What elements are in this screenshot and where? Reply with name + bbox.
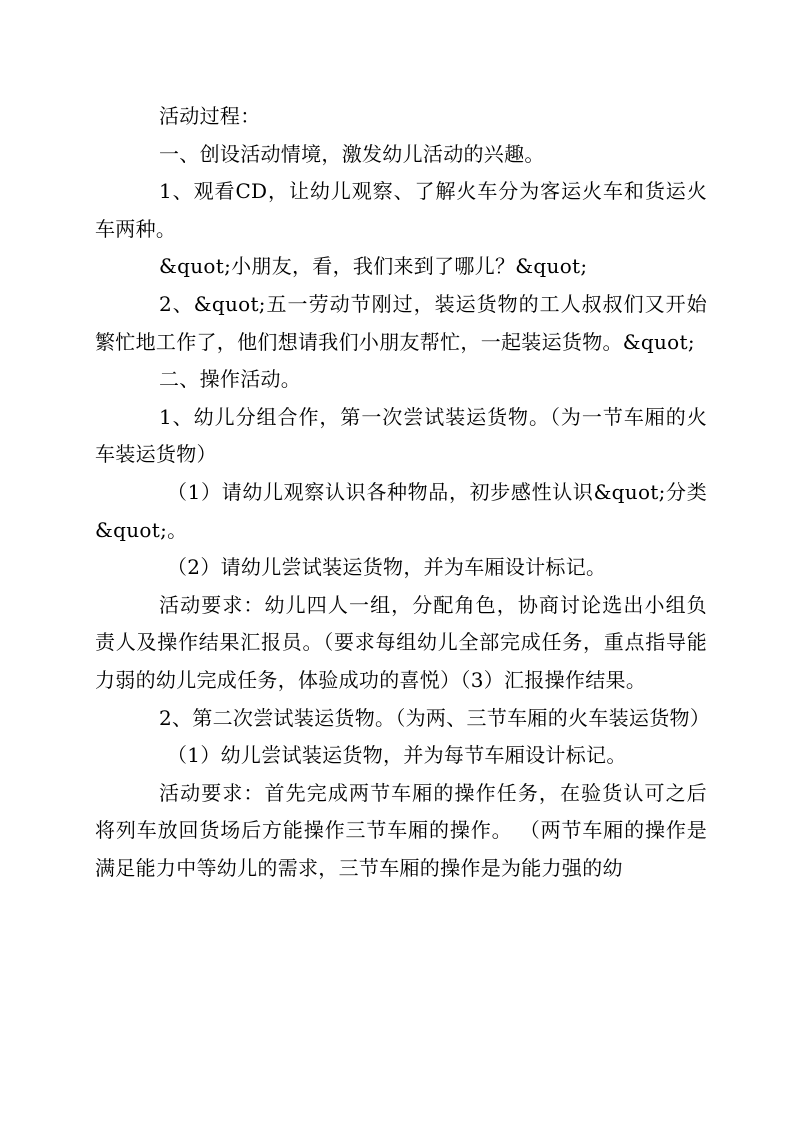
paragraph-substep-3: （1）幼儿尝试装运货物，并为每节车厢设计标记。: [167, 743, 627, 768]
paragraph-requirement-2: 活动要求：首先完成两节车厢的操作任务，在验货认可之后将列车放回货场后方能操作三节车厢的操作。 （两节车厢的操作是满足能力中等幼儿的需求，三节车厢的操作是为能力强的幼: [95, 780, 707, 880]
paragraph-section-label: 活动过程：: [159, 104, 261, 128]
paragraph-step-1-2: 2、&quot;五一劳动节刚过，装运货物的工人叔叔们又开始繁忙地工作了，他们想请我们小朋友帮忙，一起装运货物。&quot;: [95, 291, 707, 354]
paragraph-heading-1: 一、创设活动情境，激发幼儿活动的兴趣。: [159, 141, 545, 166]
paragraph-requirement-1: 活动要求：幼儿四人一组，分配角色，协商讨论选出小组负责人及操作结果汇报员。（要求每组幼儿全部完成任务，重点指导能力弱的幼儿完成任务，体验成功的喜悦）（3）汇报操作结果。: [95, 592, 707, 692]
paragraph-heading-2: 二、操作活动。: [159, 367, 302, 392]
paragraph-step-2-2: 2、第二次尝试装运货物。（为两、三节车厢的火车装运货物）: [159, 705, 711, 730]
paragraph-quote-1: &quot;小朋友，看，我们来到了哪儿？&quot;: [159, 254, 588, 279]
paragraph-substep-2: （2）请幼儿尝试装运货物，并为车厢设计标记。: [167, 555, 607, 580]
paragraph-step-1-1: 1、观看CD，让幼儿观察、了解火车分为客运火车和货运火车两种。: [95, 179, 707, 241]
paragraph-step-2-1: 1、幼儿分组合作，第一次尝试装运货物。（为一节车厢的火车装运货物）: [95, 404, 707, 467]
document-body: [95, 98, 711, 887]
paragraph-substep-1: （1）请幼儿观察认识各种物品，初步感性认识&quot;分类&quot;。: [95, 479, 707, 542]
